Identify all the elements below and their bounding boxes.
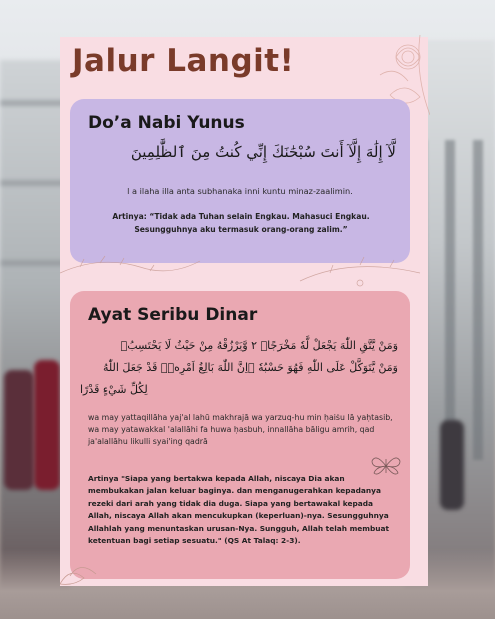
arabic-text: لَّآ إِلَٰهَ إِلَّآ أَنتَ سُبْحَٰنَكَ إِنِّي كُنتُ مِنَ ٱلظَّٰلِمِينَ <box>130 143 396 161</box>
background-person <box>4 370 34 490</box>
transliteration-text: wa may yattaqillāha yaj'al lahū makhrajā wa yarzuq-hu min ḥaiṡu lā yaḥtasib, wa may yatawakkal 'alallāhi fa huwa ḥasbuh, innallāha bāligu amrih, qad ja'alallāhu likulli syai'ing qadrā <box>88 413 393 446</box>
meaning-text: Artinya: “Tidak ada Tuhan selain Engkau. Mahasuci Engkau. Sesungguhnya aku termasuk orang-orang zalim.” <box>112 212 370 234</box>
card-heading: Do’a Nabi Yunus <box>88 113 245 133</box>
ayat-seribu-dinar-card <box>70 291 410 579</box>
background-person <box>440 420 464 510</box>
arabic-text-line-2: وَمَنْ يَّتَوَكَّلْ عَلَى اللّٰهِ فَهُوَ حَسْبُهٗ ۗاِنَّ اللّٰهَ بَالِغُ اَمْرِهٖۗ قَدْ جَعَلَ اللّٰهُ <box>102 361 398 374</box>
poster-title: Jalur Langit! <box>72 43 295 79</box>
arabic-text-line-1: وَمَنْ يَّتَّقِ اللّٰهَ يَجْعَلْ لَّهٗ مَخْرَجًاۙ ٢ وَّيَرْزُقْهُ مِنْ حَيْثُ لَا يَحْتَسِبُۗ <box>120 339 398 352</box>
vine-decoration-icon <box>60 237 428 297</box>
background-person <box>34 360 60 490</box>
card-heading: Ayat Seribu Dinar <box>88 305 258 325</box>
meaning-text: Artinya "Siapa yang bertakwa kepada Allah, niscaya Dia akan membukakan jalan keluar baginya. dan menganugerahkan kepadanya rezeki dari arah yang tidak dia duga. Siapa yang bertawakal kepada Allah, niscaya Allah akan mencukupkan (keperluan)-nya. Sesungguhnya Allahlah yang menuntaskan urusan-Nya. Sungguh, Allah telah membuat ketentuan bagi setiap sesuatu." (QS At Talaq: 2-3). <box>88 474 390 546</box>
transliteration-text: l a ilaha illa anta subhanaka inni kuntu minaz-zaalimin. <box>127 186 353 196</box>
arabic-text-line-3: لِكُلِّ شَيْءٍ قَدْرًا <box>80 383 148 396</box>
flower-decoration-icon <box>60 556 120 586</box>
poster <box>60 37 428 586</box>
